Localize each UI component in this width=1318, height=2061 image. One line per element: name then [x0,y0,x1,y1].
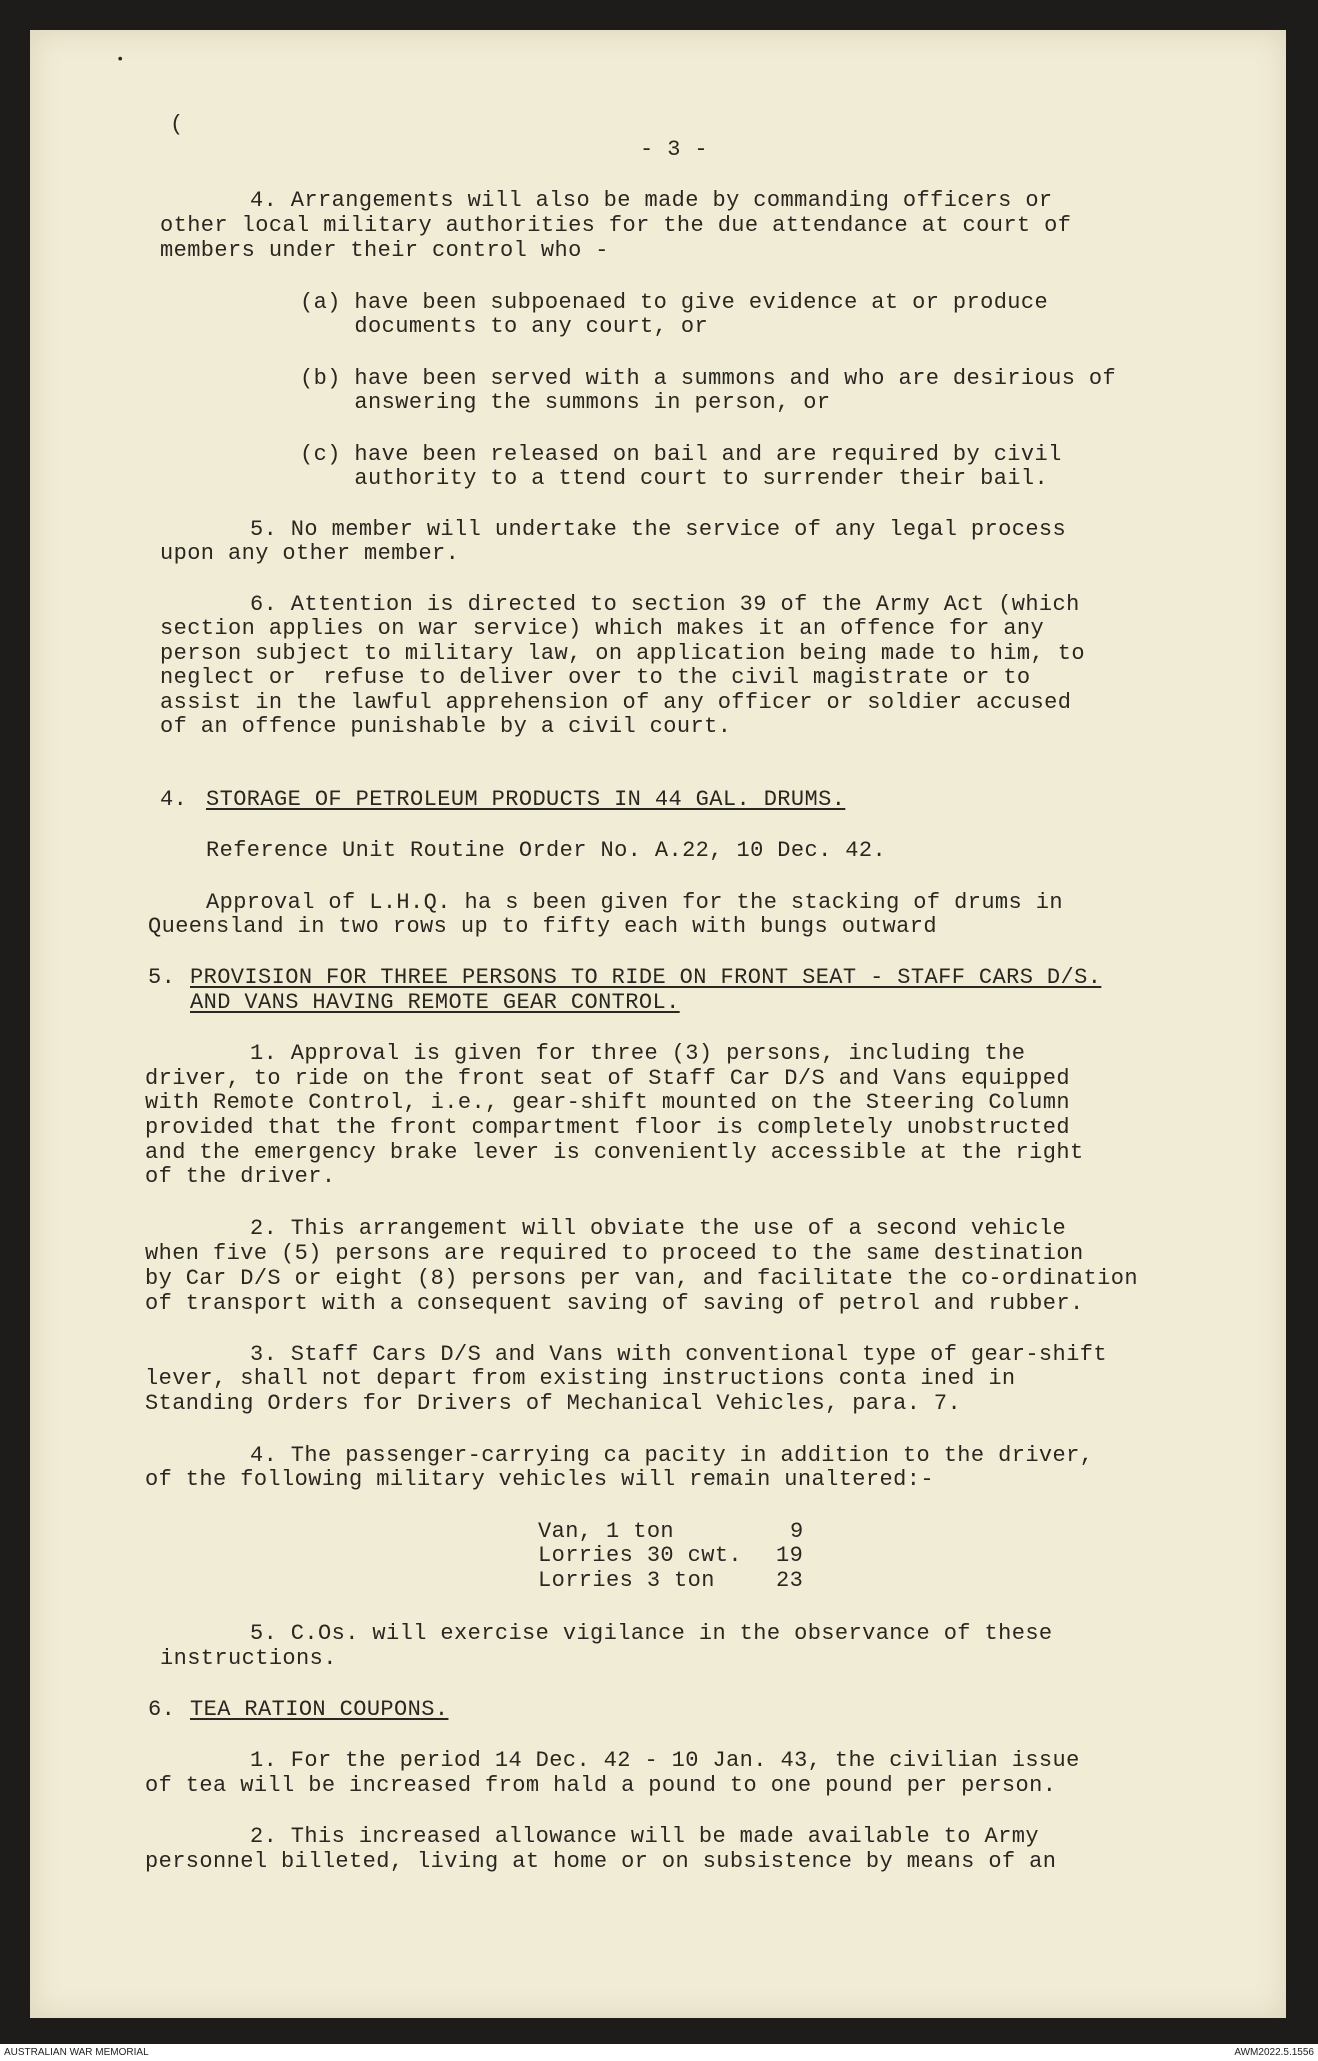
footer-bar [0,2044,1318,2061]
s6-p1-line-2: of tea will be increased from hald a pound to one pound per person. [145,1773,1057,1798]
para5-line-2: upon any other member. [160,541,460,566]
s5-p3-line-3: Standing Orders for Drivers of Mechanical Vehicles, para. 7. [145,1391,962,1416]
para4-line-3: members under their control who - [160,238,609,263]
vehicle-row-2-name: Lorries 30 cwt. [538,1543,743,1568]
item-b-line-1: (b) have been served with a summons and who are desirious of [300,366,1117,391]
s5-p1-line-3: with Remote Control, i.e., gear-shift mounted on the Steering Column [145,1090,1070,1115]
s5-p3-line-1: 3. Staff Cars D/S and Vans with conventional type of gear-shift [250,1342,1107,1367]
vehicle-row-3-capacity: 23 [776,1568,804,1593]
vehicle-row-1-capacity: 9 [790,1519,804,1544]
s5-p2-line-2: when five (5) persons are required to proceed to the same destination [145,1241,1084,1266]
s5-p2-line-1: 2. This arrangement will obviate the use of a second vehicle [250,1216,1067,1241]
s5-p1-line-4: provided that the front compartment floor is completely unobstructed [145,1115,1070,1140]
item-a-line-2: documents to any court, or [300,314,709,339]
section5-title-line-2: AND VANS HAVING REMOTE GEAR CONTROL. [190,990,680,1015]
s5-p1-line-5: and the emergency brake lever is conveniently accessible at the right [145,1140,1084,1165]
para5-line-1: 5. No member will undertake the service of any legal process [250,517,1067,542]
s5-p3-line-2: lever, shall not depart from existing instructions conta ined in [145,1366,1016,1391]
s5-p5-line-2: instructions. [160,1646,337,1671]
s5-p1-line-1: 1. Approval is given for three (3) persons, including the [250,1041,1026,1066]
vehicle-row-2-capacity: 19 [776,1543,804,1568]
vehicle-row-3-name: Lorries 3 ton [538,1568,715,1593]
footer-archive-name: AUSTRALIAN WAR MEMORIAL [4,2047,149,2058]
section4-reference: Reference Unit Routine Order No. A.22, 10 Dec. 42. [206,838,887,863]
s6-p2-line-1: 2. This increased allowance will be made available to Army [250,1824,1039,1849]
para6-line-4: neglect or refuse to deliver over to the civil magistrate or to [160,665,1031,690]
s5-p5-line-1: 5. C.Os. will exercise vigilance in the observance of these [250,1621,1053,1646]
section6-number: 6. [148,1697,176,1722]
footer-item-id: AWM2022.5.1556 [1234,2047,1314,2058]
item-c-line-2: authority to a ttend court to surrender their bail. [300,466,1049,491]
item-c-line-1: (c) have been released on bail and are required by civil [300,442,1062,467]
para4-line-2: other local military authorities for the due attendance at court of [160,213,1072,238]
s5-p2-line-4: of transport with a consequent saving of saving of petrol and rubber. [145,1291,1084,1316]
para6-line-6: of an offence punishable by a civil court. [160,714,732,739]
section4-body-line-1: Approval of L.H.Q. ha s been given for the stacking of drums in [206,890,1063,915]
para6-line-1: 6. Attention is directed to section 39 of the Army Act (which [250,592,1080,617]
page-number: - 3 - [640,137,709,162]
margin-mark: ( [170,112,184,137]
item-b-line-2: answering the summons in person, or [300,390,831,415]
section4-title: STORAGE OF PETROLEUM PRODUCTS IN 44 GAL. DRUMS. [206,787,846,812]
hole-punch-mark: • [116,52,125,68]
para4-line-1: 4. Arrangements will also be made by commanding officers or [250,188,1053,213]
section4-number: 4. [160,787,188,812]
para6-line-2: section applies on war service) which makes it an offence for any [160,616,1045,641]
s5-p4-line-2: of the following military vehicles will remain unaltered:- [145,1467,934,1492]
para6-line-5: assist in the lawful apprehension of any officer or soldier accused [160,690,1072,715]
section6-title: TEA RATION COUPONS. [190,1697,449,1722]
section5-title-line-1: PROVISION FOR THREE PERSONS TO RIDE ON FRONT SEAT - STAFF CARS D/S. [190,965,1102,990]
section4-body-line-2: Queensland in two rows up to fifty each with bungs outward [148,914,937,939]
s5-p1-line-2: driver, to ride on the front seat of Staff Car D/S and Vans equipped [145,1066,1070,1091]
s5-p1-line-6: of the driver. [145,1164,336,1189]
para6-line-3: person subject to military law, on application being made to him, to [160,641,1085,666]
vehicle-row-1-name: Van, 1 ton [538,1519,675,1544]
section5-number: 5. [148,965,176,990]
s6-p2-line-2: personnel billeted, living at home or on subsistence by means of an [145,1849,1057,1874]
s6-p1-line-1: 1. For the period 14 Dec. 42 - 10 Jan. 43, the civilian issue [250,1748,1080,1773]
s5-p4-line-1: 4. The passenger-carrying ca pacity in addition to the driver, [250,1443,1094,1468]
s5-p2-line-3: by Car D/S or eight (8) persons per van, and facilitate the co-ordination [145,1266,1138,1291]
item-a-line-1: (a) have been subpoenaed to give evidence at or produce [300,290,1049,315]
